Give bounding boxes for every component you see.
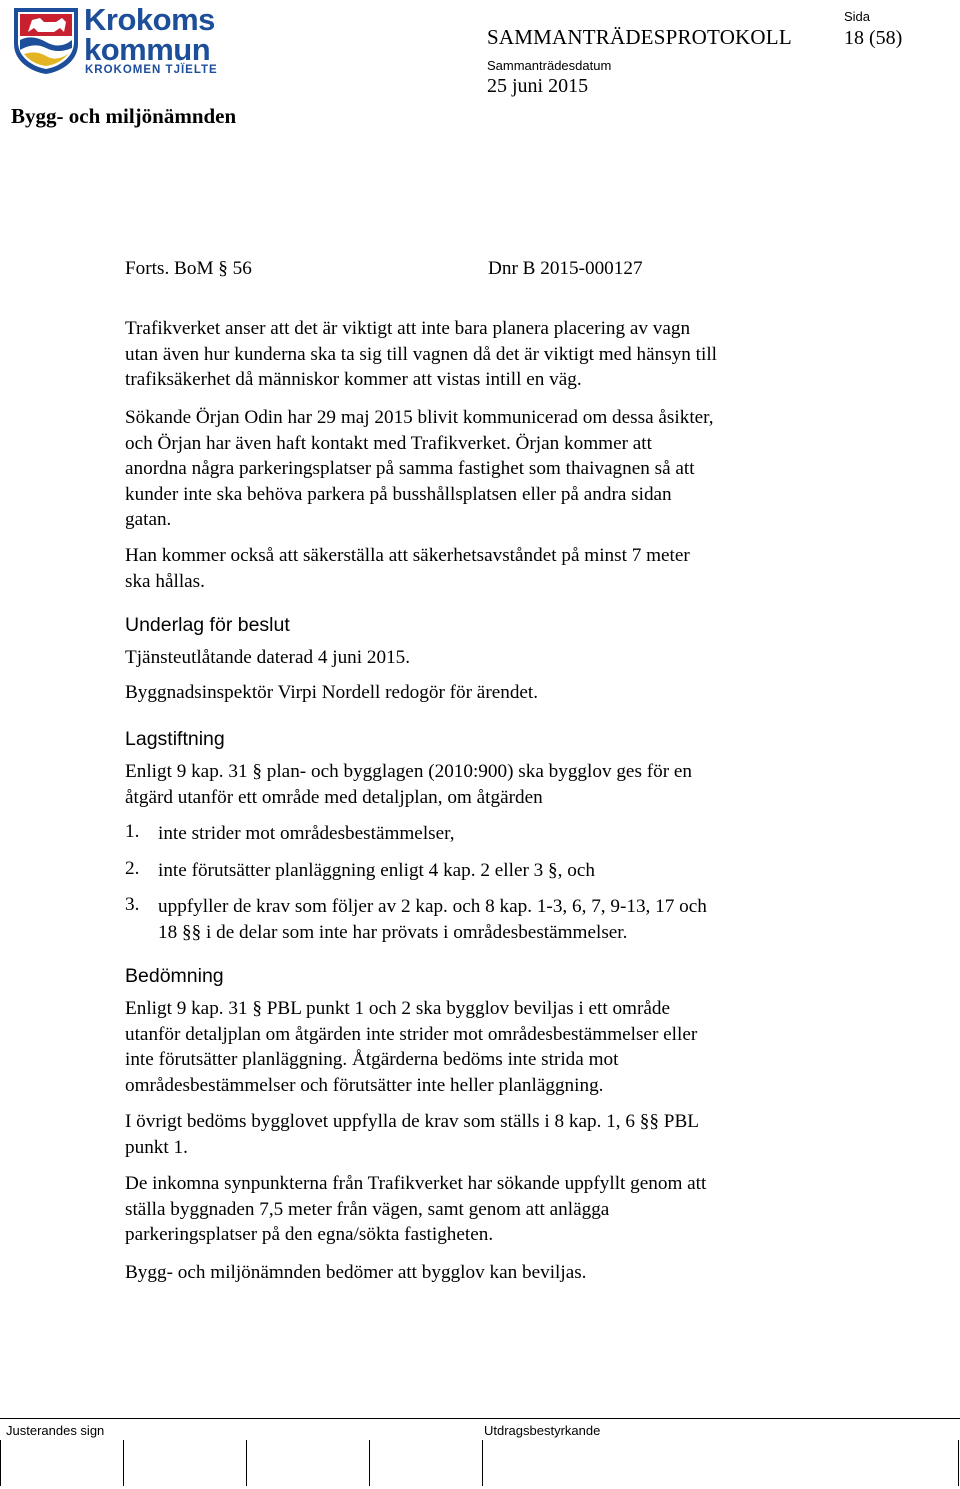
text-line: utan även hur kunderna ska ta sig till vagnen då det är viktigt med hänsyn till	[125, 343, 718, 365]
signature-box-divider	[482, 1440, 483, 1486]
final-decision-text: Bygg- och miljönämnden bedömer att bygglov kan beviljas.	[125, 1262, 587, 1283]
text-line: anordna några parkeringsplatser på samma fastighet som thaivagnen så att	[125, 458, 695, 479]
heading-bedomning: Bedömning	[125, 965, 224, 987]
text-line: utanför detaljplan om åtgärden inte strider mot områdesbestämmelser eller	[125, 1023, 698, 1045]
justerandes-sign-label: Justerandes sign	[6, 1423, 105, 1438]
text-line: Han kommer också att säkerställa att säkerhetsavståndet på minst 7 meter	[125, 545, 690, 566]
text-line: De inkomna synpunkterna från Trafikverket har sökande uppfyllt genom att	[125, 1173, 707, 1194]
logo-subtitle: KROKOMEN TJÏELTE	[85, 64, 218, 76]
meeting-date-label: Sammanträdesdatum	[487, 58, 612, 73]
signature-box-divider	[123, 1440, 124, 1486]
case-number: Dnr B 2015-000127	[488, 258, 643, 279]
text-line: trafiksäkerhet då människor kommer att vistas intill en väg.	[125, 369, 582, 390]
document-title: SAMMANTRÄDESPROTOKOLL	[487, 25, 792, 49]
text-line: områdesbestämmelser och förutsätter inte heller planläggning.	[125, 1074, 604, 1096]
text-line: ska hållas.	[125, 570, 205, 592]
section-reference: Forts. BoM § 56	[125, 258, 252, 279]
list-item-text: inte förutsätter planläggning enligt 4 kap. 2 eller 3 §, och	[158, 860, 595, 881]
text-line: Trafikverket anser att det är viktigt att inte bara planera placering av vagn	[125, 318, 691, 339]
page-number: 18 (58)	[844, 27, 903, 49]
text-line: kunder inte ska behöva parkera på busshållsplatsen eller på andra sidan	[125, 483, 672, 505]
list-item-number: 3.	[125, 894, 140, 915]
text-line: I övrigt bedöms bygglovet uppfylla de krav som ställs i 8 kap. 1, 6 §§ PBL	[125, 1111, 699, 1132]
list-item-number: 1.	[125, 821, 140, 842]
underlag-item: Tjänsteutlåtande daterad 4 juni 2015.	[125, 647, 411, 668]
assessment-paragraph	[125, 996, 815, 1098]
utdragsbestyrkande-label: Utdragsbestyrkande	[484, 1423, 601, 1438]
signature-box-divider	[246, 1440, 247, 1486]
text-line: 18 §§ i de delar som inte har prövats i områdesbestämmelser.	[158, 921, 628, 943]
signature-box-divider	[0, 1440, 1, 1486]
footer-divider	[0, 1418, 960, 1419]
heading-lagstiftning: Lagstiftning	[125, 728, 225, 750]
safety-distance-paragraph	[125, 543, 815, 594]
text-line: uppfyller de krav som följer av 2 kap. och 8 kap. 1-3, 6, 7, 9-13, 17 och	[158, 896, 707, 917]
coat-of-arms-icon	[10, 4, 82, 76]
text-line: gatan.	[125, 509, 172, 530]
logo-name-line1: Krokoms	[84, 2, 215, 37]
intro-paragraph	[125, 316, 815, 393]
page-label: Sida	[844, 9, 871, 24]
heading-underlag: Underlag för beslut	[125, 614, 290, 636]
law-paragraph	[125, 759, 815, 810]
text-line: Enligt 9 kap. 31 § plan- och bygglagen (2010:900) ska bygglov ges för en	[125, 761, 692, 782]
text-line: ställa byggnaden 7,5 meter från vägen, samt genom att anlägga	[125, 1198, 610, 1220]
text-line: och Örjan har även haft kontakt med Trafikverket. Örjan kommer att	[125, 432, 652, 454]
signature-box-divider	[369, 1440, 370, 1486]
incoming-comments-paragraph	[125, 1171, 815, 1248]
signature-box-divider	[958, 1440, 959, 1486]
text-line: åtgärd utanför ett område med detaljplan, om åtgärden	[125, 786, 543, 808]
text-line: inte förutsätter planläggning. Åtgärderna bedöms inte strida mot	[125, 1049, 619, 1070]
list-item-text: inte strider mot områdesbestämmelser,	[158, 823, 455, 844]
applicant-paragraph	[125, 405, 815, 533]
meeting-date: 25 juni 2015	[487, 75, 589, 97]
underlag-item: Byggnadsinspektör Virpi Nordell redogör för ärendet.	[125, 682, 539, 703]
list-item-number: 2.	[125, 858, 140, 879]
otherwise-paragraph	[125, 1109, 815, 1160]
department-name: Bygg- och miljönämnden	[11, 104, 237, 128]
text-line: parkeringsplatser på den egna/sökta fastigheten.	[125, 1224, 494, 1245]
logo-name-line2: kommun	[84, 32, 211, 67]
text-line: Enligt 9 kap. 31 § PBL punkt 1 och 2 ska bygglov beviljas i ett område	[125, 998, 670, 1019]
list-item-text	[158, 894, 818, 945]
text-line: Sökande Örjan Odin har 29 maj 2015 blivit kommunicerad om dessa åsikter,	[125, 407, 714, 428]
text-line: punkt 1.	[125, 1136, 188, 1158]
